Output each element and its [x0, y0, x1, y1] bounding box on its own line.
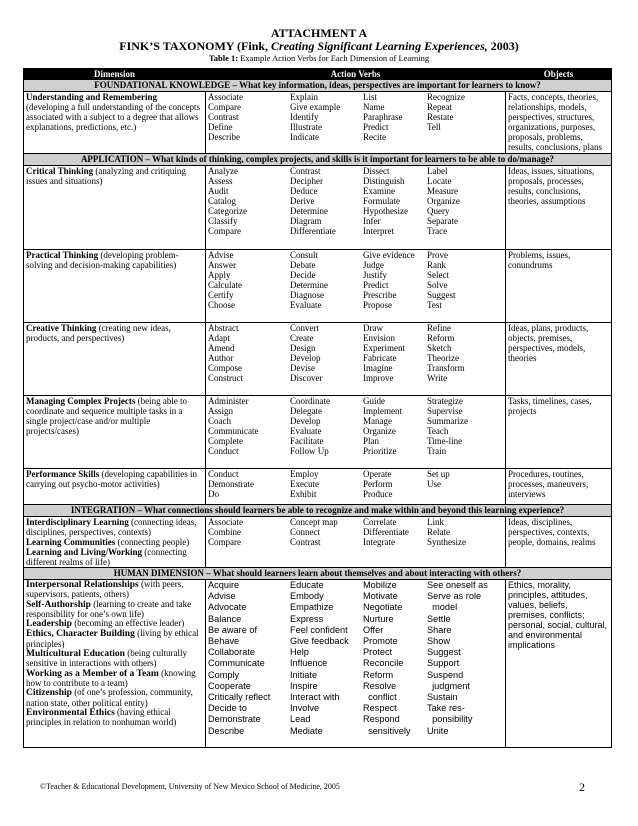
verb-item: Advise: [208, 250, 234, 260]
verb-item: Apply: [208, 270, 231, 280]
verb-item: Describe: [208, 132, 240, 142]
verb-item: Audit: [208, 186, 229, 196]
verb-item: Offer: [363, 624, 384, 635]
verb-item: Promote: [363, 636, 398, 647]
verb-item: Explain: [290, 92, 318, 102]
verb-item: Share: [427, 624, 452, 635]
document-title: ATTACHMENT A: [270, 26, 368, 40]
application-section: APPLICATION – What kinds of thinking, complex projects, and skills is it important for learners to be able to do/manage?: [24, 154, 612, 166]
verbs-cell: [206, 323, 506, 396]
verb-item: Separate: [427, 216, 458, 226]
verb-column: [208, 396, 287, 456]
verb-item: Tell: [427, 122, 441, 132]
verb-item: Experiment: [363, 343, 405, 353]
verb-item: Conduct: [208, 469, 239, 479]
verb-item: Follow Up: [290, 446, 329, 456]
verb-item: Classify: [208, 216, 238, 226]
verb-item: Deduce: [290, 186, 318, 196]
verb-item: Guide: [363, 396, 385, 406]
human-section: HUMAN DIMENSION – What should learners learn about themselves and about interacting with others?: [24, 568, 612, 580]
verb-item: Coordinate: [290, 396, 330, 406]
verb-item: Locate: [427, 176, 452, 186]
verb-item: Restate: [427, 112, 454, 122]
verb-item: Choose: [208, 300, 235, 310]
verb-item: Comply: [208, 669, 240, 680]
verb-column: [290, 92, 360, 142]
objects-cell: Ideas, issues, situations, proposals, processes, results, conclusions, theories, assumptions: [506, 166, 612, 250]
verb-column: [363, 580, 424, 737]
dimension-cell: Practical Thinking (developing problem-solving and decision-making capabilities): [24, 250, 206, 323]
table-row: [24, 580, 612, 748]
verb-item: Compare: [208, 537, 241, 547]
verb-column: [208, 166, 287, 236]
verb-item: Derive: [290, 196, 315, 206]
verb-item: Calculate: [208, 280, 242, 290]
verb-item: Perform: [363, 479, 393, 489]
verb-item: Discover: [290, 373, 323, 383]
table-row: [24, 323, 612, 396]
verb-item: Help: [290, 647, 309, 658]
verb-item: Compose: [208, 363, 243, 373]
verb-item: Describe: [208, 725, 245, 736]
verb-item: Devise: [290, 363, 315, 373]
verb-item: Inspire: [290, 680, 318, 691]
verb-item: Suspend: [427, 669, 464, 680]
verb-item: Fabricate: [363, 353, 397, 363]
verb-item: Conduct: [208, 446, 239, 456]
verb-item: Recognize: [427, 92, 465, 102]
verb-item: Communicate: [208, 658, 265, 669]
verb-item: Improve: [363, 373, 394, 383]
verb-item: Organize: [427, 196, 460, 206]
verb-column: [290, 517, 360, 547]
verb-item: Assess: [208, 176, 233, 186]
verb-column: [208, 323, 287, 383]
integration-section: INTEGRATION – What connections should learners be able to recognize and make within and beyond this learning experience?: [24, 505, 612, 517]
verb-item: Debate: [290, 260, 316, 270]
verb-item: Coach: [208, 416, 231, 426]
verb-item: Settle: [427, 613, 451, 624]
verb-item: Facilitate: [290, 436, 324, 446]
verb-item: Use: [427, 479, 441, 489]
verb-item: Compare: [208, 102, 241, 112]
verb-item: Develop: [290, 353, 321, 363]
verb-item: Relate: [427, 527, 450, 537]
verb-item: Convert: [290, 323, 319, 333]
verb-item: Demonstrate: [208, 714, 261, 725]
verb-column: [427, 396, 495, 456]
verb-item: Evaluate: [290, 300, 322, 310]
verb-column: [427, 250, 495, 310]
verb-item: Respect: [363, 703, 397, 714]
objects-cell: Ethics, morality, principles, attitudes, values, beliefs, premises, conflicts; personal, social, cultural, and environmental implications: [506, 580, 612, 748]
verb-item: judgment: [427, 680, 470, 691]
verb-item: Formulate: [363, 196, 400, 206]
verb-item: Create: [290, 333, 314, 343]
verb-item: Prescribe: [363, 290, 397, 300]
verb-column: [208, 469, 287, 499]
verb-item: Mediate: [290, 725, 323, 736]
verb-column: [363, 517, 424, 547]
verb-column: [290, 166, 360, 236]
verb-item: Examine: [363, 186, 395, 196]
verb-item: Combine: [208, 527, 241, 537]
verb-item: Paraphrase: [363, 112, 403, 122]
objects-cell: Ideas, disciplines, perspectives, contexts, people, domains, realms: [506, 517, 612, 568]
verb-item: Imagine: [363, 363, 393, 373]
verbs-cell: [206, 517, 506, 568]
verb-item: Sustain: [427, 692, 458, 703]
verbs-cell: [206, 396, 506, 469]
verb-item: Initiate: [290, 669, 318, 680]
verb-column: [290, 469, 360, 499]
verb-item: Acquire: [208, 580, 240, 590]
verb-column: [208, 580, 287, 737]
table-row: [24, 517, 612, 568]
verb-item: Illustrate: [290, 122, 322, 132]
verb-item: Cooperate: [208, 680, 251, 691]
verb-item: Compare: [208, 226, 241, 236]
verb-column: [427, 323, 495, 383]
verb-item: Produce: [363, 489, 393, 499]
verb-item: Collaborate: [208, 647, 255, 658]
verb-item: Measure: [427, 186, 458, 196]
verb-item: Catalog: [208, 196, 236, 206]
verb-column: [290, 323, 360, 383]
verb-item: Suggest: [427, 290, 456, 300]
verb-item: Consult: [290, 250, 319, 260]
objects-cell: Ideas, plans, products, objects, premises, perspectives, models, theories: [506, 323, 612, 396]
verb-item: Reconcile: [363, 658, 404, 669]
verb-column: [427, 166, 495, 236]
verb-item: Demonstrate: [208, 479, 254, 489]
verbs-cell: [206, 166, 506, 250]
verb-item: Summarize: [427, 416, 468, 426]
verb-column: [363, 166, 424, 236]
verb-item: Contrast: [208, 112, 239, 122]
verbs-cell: [206, 469, 506, 505]
verb-item: Connect: [290, 527, 320, 537]
verb-item: Prove: [427, 250, 448, 260]
verb-item: Decipher: [290, 176, 323, 186]
table-row: [24, 92, 612, 154]
verb-item: Time-line: [427, 436, 463, 446]
verb-item: Differentiate: [290, 226, 336, 236]
verb-item: Hypothesize: [363, 206, 408, 216]
verb-item: Rank: [427, 260, 446, 270]
verb-item: Serve as role: [427, 591, 482, 602]
verb-column: [290, 250, 360, 310]
verb-item: Theorize: [427, 353, 459, 363]
table-caption: Table 1: Example Action Verbs for Each Dimension of Learning: [208, 53, 430, 63]
verb-column: [427, 92, 495, 142]
table-row: [24, 469, 612, 505]
verb-item: Involve: [290, 703, 320, 714]
foundational-section: FOUNDATIONAL KNOWLEDGE – What key information, ideas, perspectives are important for learners to know?: [24, 80, 612, 92]
verb-item: Protect: [363, 647, 393, 658]
verb-column: [208, 517, 287, 547]
verb-item: Certify: [208, 290, 234, 300]
verb-item: Distinguish: [363, 176, 405, 186]
verb-item: Give example: [290, 102, 341, 112]
objects-cell: Tasks, timelines, cases, projects: [506, 396, 612, 469]
verb-item: Determine: [290, 280, 328, 290]
verb-item: Decide: [290, 270, 316, 280]
verb-column: [363, 469, 424, 499]
verb-column: [427, 580, 495, 737]
verb-item: Synthesize: [427, 537, 466, 547]
verb-item: Design: [290, 343, 316, 353]
verb-item: Interact with: [290, 692, 340, 703]
verb-item: Link: [427, 517, 444, 527]
verb-item: Plan: [363, 436, 380, 446]
verb-item: Exhibit: [290, 489, 317, 499]
document-subtitle: FINK’S TAXONOMY (Fink, Creating Significant Learning Experiences, 2003): [119, 39, 519, 53]
verb-column: [208, 250, 287, 310]
verb-item: Adapt: [208, 333, 230, 343]
verb-item: Interpret: [363, 226, 394, 236]
verb-item: Manage: [363, 416, 392, 426]
verb-item: Nurture: [363, 613, 394, 624]
verb-item: Do: [208, 489, 219, 499]
verb-item: Operate: [363, 469, 392, 479]
dimension-cell: Understanding and Remembering (developing a full understanding of the concepts associated with a subject to a degree that allows explanations, predictions, etc.): [24, 92, 206, 154]
verb-item: Propose: [363, 300, 392, 310]
verb-item: Delegate: [290, 406, 322, 416]
table-row: [24, 166, 612, 250]
verb-column: [363, 396, 424, 456]
verb-item: Concept map: [290, 517, 338, 527]
verb-item: Educate: [290, 580, 324, 590]
verb-item: Develop: [290, 416, 321, 426]
verb-item: Influence: [290, 658, 328, 669]
verb-item: Advocate: [208, 602, 247, 613]
verbs-cell: [206, 580, 506, 748]
dimension-cell: Performance Skills (developing capabilities in carrying out psycho-motor activities): [24, 469, 206, 505]
dimension-header: Dimension: [24, 69, 206, 80]
verb-item: Diagram: [290, 216, 322, 226]
verb-item: Construct: [208, 373, 243, 383]
verb-item: Give feedback: [290, 636, 349, 647]
objects-cell: Procedures, routines, processes, maneuvers, interviews: [506, 469, 612, 505]
verb-item: Differentiate: [363, 527, 409, 537]
verb-item: Trace: [427, 226, 448, 236]
dimension-cell: Interdisciplinary Learning (connecting ideas, disciplines, perspectives, contexts) Learning Communities (connecting people) Learning and Living/Working (connecting different realms of life): [24, 517, 206, 568]
verb-item: Support: [427, 658, 460, 669]
verb-item: Administer: [208, 396, 249, 406]
verb-item: Draw: [363, 323, 383, 333]
verb-item: Show: [427, 636, 450, 647]
verb-item: Name: [363, 102, 385, 112]
verb-item: model: [427, 602, 458, 613]
verb-item: Label: [427, 166, 448, 176]
verb-item: Repeat: [427, 102, 452, 112]
verb-item: Mobilize: [363, 580, 397, 590]
verb-item: Suggest: [427, 647, 461, 658]
verb-item: Write: [427, 373, 448, 383]
verb-item: Envision: [363, 333, 396, 343]
verb-item: Solve: [427, 280, 448, 290]
verb-column: [427, 517, 495, 547]
objects-cell: Problems, issues, conundrums: [506, 250, 612, 323]
verb-item: Unite: [427, 725, 449, 736]
verb-item: Abstract: [208, 323, 239, 333]
verb-item: Decide to: [208, 703, 247, 714]
taxonomy-table: [23, 68, 612, 748]
verb-item: Recite: [363, 132, 386, 142]
verb-item: Prioritize: [363, 446, 397, 456]
verb-item: Employ: [290, 469, 319, 479]
verb-item: Correlate: [363, 517, 397, 527]
verb-item: Reform: [363, 669, 394, 680]
verb-item: Critically reflect: [208, 692, 271, 703]
verb-item: Assign: [208, 406, 234, 416]
verb-item: Behave: [208, 636, 240, 647]
verb-column: [290, 396, 360, 456]
verb-column: [208, 92, 287, 142]
verb-item: Resolve: [363, 680, 397, 691]
dimension-cell: Creative Thinking (creating new ideas, products, and perspectives): [24, 323, 206, 396]
verb-item: Implement: [363, 406, 402, 416]
verb-item: Express: [290, 613, 324, 624]
verb-item: Advise: [208, 591, 236, 602]
objects-header: Objects: [506, 69, 612, 80]
verb-item: Test: [427, 300, 442, 310]
verb-item: Amend: [208, 343, 235, 353]
verbs-header: Action Verbs: [206, 69, 506, 80]
table-row: [24, 250, 612, 323]
verb-item: Execute: [290, 479, 319, 489]
verb-item: Reform: [427, 333, 455, 343]
dimension-cell: Critical Thinking (analyzing and critiquing issues and situations): [24, 166, 206, 250]
objects-cell: Facts, concepts, theories, relationships, models, perspectives, structures, organizations, purposes, proposals, problems, results, conclusions, plans: [506, 92, 612, 154]
verb-item: Complete: [208, 436, 243, 446]
verbs-cell: [206, 92, 506, 154]
verb-item: Contrast: [290, 537, 321, 547]
verb-item: Embody: [290, 591, 324, 602]
verb-item: Negotiate: [363, 602, 403, 613]
verb-item: Predict: [363, 122, 389, 132]
verb-item: Define: [208, 122, 233, 132]
verb-item: See oneself as: [427, 580, 488, 590]
verb-item: ponsibility: [427, 714, 473, 725]
verb-item: List: [363, 92, 378, 102]
verb-item: Evaluate: [290, 426, 322, 436]
verb-item: Diagnose: [290, 290, 324, 300]
verbs-cell: [206, 250, 506, 323]
verb-item: Transform: [427, 363, 465, 373]
verb-item: Give evidence: [363, 250, 415, 260]
verb-item: Dissect: [363, 166, 390, 176]
verb-item: Analyze: [208, 166, 238, 176]
verb-item: Communicate: [208, 426, 259, 436]
verb-column: [363, 250, 424, 310]
verb-column: [363, 92, 424, 142]
verb-item: Contrast: [290, 166, 321, 176]
verb-item: Answer: [208, 260, 236, 270]
verb-item: Justify: [363, 270, 388, 280]
verb-item: Judge: [363, 260, 384, 270]
footer-text: ©Teacher & Educational Development, University of New Mexico School of Medicine, 2005: [40, 782, 340, 791]
verb-item: Associate: [208, 92, 243, 102]
dimension-cell: Interpersonal Relationships (with peers, supervisors, patients, others) Self-Authorship (learning to create and take responsibility for one’s own life) Leadership (becoming an effective leader) Ethics, Character Building (living by ethical principles) Multicultural Education (being culturally sensitive in interactions with others) Working as a Member of a Team (knowing how to contribute to a team) Citizenship (of one’s profession, community, nation state, other political entity) Environmental Ethics (having ethical principles in relation to nonhuman world): [24, 580, 206, 748]
verb-item: Supervise: [427, 406, 463, 416]
verb-column: [290, 580, 360, 737]
verb-item: Sketch: [427, 343, 452, 353]
verb-item: Train: [427, 446, 447, 456]
verb-item: Be aware of: [208, 624, 258, 635]
verb-item: Refine: [427, 323, 451, 333]
verb-column: [363, 323, 424, 383]
verb-item: Select: [427, 270, 449, 280]
dimension-cell: Managing Complex Projects (being able to coordinate and sequence multiple tasks in a single project/case and/or multiple projects/cases): [24, 396, 206, 469]
verb-column: [427, 469, 495, 499]
verb-item: Identify: [290, 112, 319, 122]
verb-item: Query: [427, 206, 450, 216]
verb-item: Balance: [208, 613, 242, 624]
verb-item: Integrate: [363, 537, 395, 547]
verb-item: sensitively: [363, 725, 411, 736]
verb-item: Predict: [363, 280, 389, 290]
verb-item: Associate: [208, 517, 243, 527]
verb-item: Author: [208, 353, 234, 363]
verb-item: Set up: [427, 469, 450, 479]
verb-item: Strategize: [427, 396, 463, 406]
table-row: [24, 396, 612, 469]
verb-item: Infer: [363, 216, 381, 226]
verb-item: Take res-: [427, 703, 465, 714]
verb-item: Indicate: [290, 132, 319, 142]
verb-item: Determine: [290, 206, 328, 216]
verb-item: Feel confident: [290, 624, 348, 635]
verb-item: conflict: [363, 692, 397, 703]
verb-item: Categorize: [208, 206, 247, 216]
verb-item: Organize: [363, 426, 396, 436]
verb-item: Lead: [290, 714, 311, 725]
page-number: 2: [579, 780, 585, 794]
verb-item: Respond: [363, 714, 400, 725]
verb-item: Teach: [427, 426, 449, 436]
verb-item: Motivate: [363, 591, 398, 602]
verb-item: Empathize: [290, 602, 334, 613]
